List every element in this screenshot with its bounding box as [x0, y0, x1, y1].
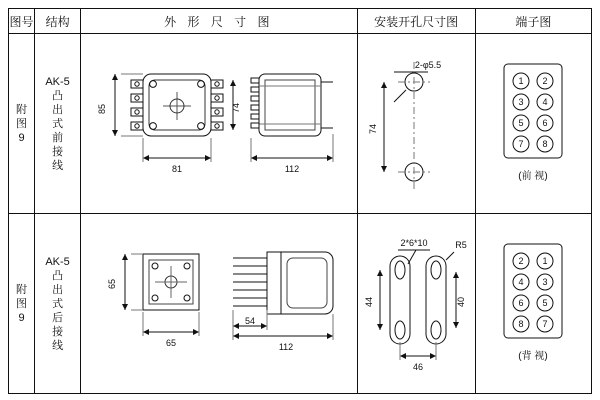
structure-line: 凸 [52, 269, 64, 282]
table-header-row [9, 9, 592, 34]
fig-number-cell-2 [9, 214, 35, 394]
table-row [9, 214, 592, 394]
terminal-number: 5 [518, 118, 524, 128]
terminal-number: 3 [518, 97, 524, 107]
dimension-table [8, 8, 592, 394]
dim-40: 40 [455, 296, 466, 308]
mount-drawing-cell-2 [357, 214, 475, 394]
fig-char: 图 [16, 117, 28, 130]
terminal-diagram-2 [476, 214, 590, 392]
structure-text-2 [35, 255, 80, 353]
hole-note: 2-φ5.5 [414, 60, 441, 70]
outline-drawing-cell-1 [81, 34, 357, 214]
terminal-number: 6 [518, 298, 524, 308]
structure-line: 凸 [52, 89, 64, 102]
terminal-number: 3 [542, 277, 548, 287]
dim-65-h: 65 [166, 338, 177, 348]
mount-drawing-cell-1 [357, 34, 475, 214]
outline-drawing-2 [81, 214, 355, 392]
dim-74-mount: 74 [367, 123, 378, 135]
radius-note: R5 [454, 240, 467, 250]
terminal-diagram-1 [476, 34, 590, 212]
structure-line: 前 [52, 131, 64, 144]
dim-65-v: 65 [107, 278, 118, 290]
fig-char: 图 [16, 297, 28, 310]
dim-85: 85 [97, 103, 108, 115]
dim-54: 54 [245, 316, 256, 326]
structure-line: 式 [52, 297, 64, 310]
dim-46: 46 [412, 362, 423, 372]
terminal-number: 2 [518, 256, 524, 266]
table-row [9, 34, 592, 214]
structure-line: 接 [52, 325, 64, 338]
terminal-number: 2 [542, 76, 548, 86]
terminal-number: 1 [542, 256, 548, 266]
terminal-diagram-cell-1 [475, 34, 591, 214]
mount-drawing-1 [358, 34, 474, 212]
structure-line: 线 [52, 339, 64, 352]
terminal-number: 1 [518, 76, 524, 86]
header-cell-struct: 结构 [35, 9, 81, 34]
fig-char: 附 [16, 283, 28, 296]
structure-cell-2 [35, 214, 81, 394]
terminal-number: 5 [542, 298, 548, 308]
terminal-number: 7 [542, 319, 548, 329]
mount-drawing-2 [358, 214, 474, 392]
structure-line: AK-5 [45, 75, 70, 88]
terminal-number: 8 [518, 319, 524, 329]
terminal-view-note: (前 视) [518, 171, 548, 182]
structure-cell-1 [35, 34, 81, 214]
header-cell-mount: 安装开孔尺寸图 [357, 9, 475, 34]
slot-note: 2*6*10 [400, 238, 428, 248]
header-cell-term: 端子图 [475, 9, 591, 34]
outline-drawing-1 [81, 34, 355, 212]
fig-char: 9 [18, 131, 25, 144]
structure-line: 接 [52, 145, 64, 158]
structure-line: 出 [52, 103, 64, 116]
fig-number-1 [9, 103, 34, 145]
structure-line: 后 [52, 311, 64, 324]
terminal-view-note: (背 视) [518, 351, 548, 362]
terminal-number: 8 [542, 139, 548, 149]
structure-line: 出 [52, 283, 64, 296]
dim-81: 81 [172, 164, 183, 174]
structure-line: 式 [52, 117, 64, 130]
fig-char: 9 [18, 311, 25, 324]
fig-char: 附 [16, 103, 28, 116]
terminal-number: 4 [518, 277, 524, 287]
fig-number-cell-1 [9, 34, 35, 214]
header-cell-num: 图号 [9, 9, 35, 34]
header-cell-outline: 外 形 尺 寸 图 [81, 9, 357, 34]
terminal-number: 7 [518, 139, 524, 149]
structure-text-1 [35, 75, 80, 173]
terminal-diagram-cell-2 [475, 214, 591, 394]
dim-112: 112 [284, 164, 300, 174]
dim-74: 74 [231, 102, 242, 114]
outline-drawing-cell-2 [81, 214, 357, 394]
terminal-number: 4 [542, 97, 548, 107]
terminal-number: 6 [542, 118, 548, 128]
dim-112-2: 112 [278, 342, 294, 352]
structure-line: 线 [52, 159, 64, 172]
dim-44: 44 [363, 296, 374, 308]
fig-number-2 [9, 283, 34, 325]
structure-line: AK-5 [45, 255, 70, 268]
